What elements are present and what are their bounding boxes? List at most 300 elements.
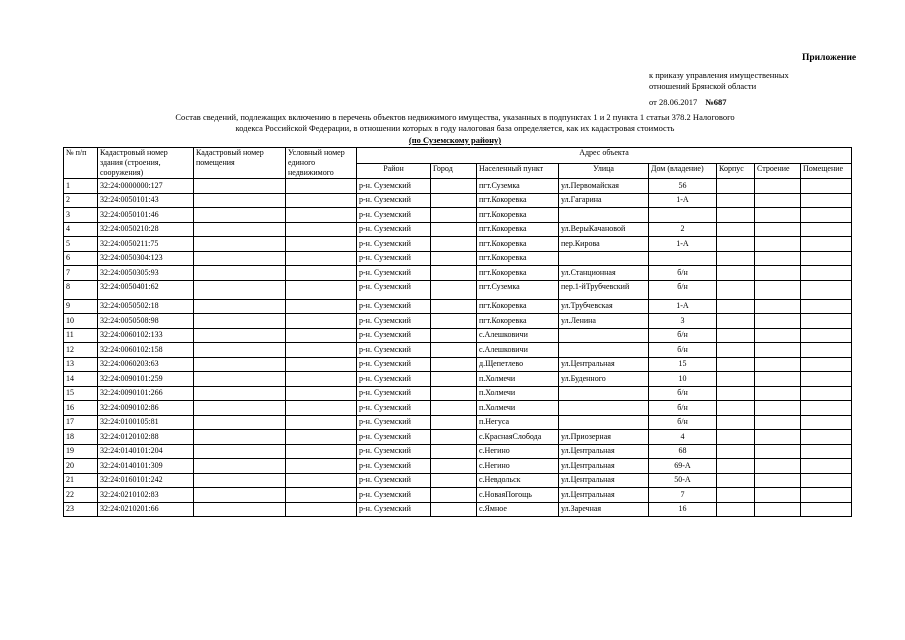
cell-room-cadastral	[194, 193, 286, 208]
cell-building	[755, 343, 801, 358]
table-row	[64, 328, 852, 343]
cell-room	[801, 430, 852, 445]
cell-settlement: с.Алешковичи	[477, 343, 559, 358]
cell-district: р-н. Суземский	[357, 179, 431, 194]
cell-korpus	[717, 251, 755, 266]
col-cadastral-room: Кадастровый номер помещения	[194, 148, 286, 179]
cell-building	[755, 430, 801, 445]
cell-house: 7	[649, 488, 717, 503]
cell-num: 7	[64, 266, 98, 281]
cell-room	[801, 328, 852, 343]
col-room: Помещение	[801, 163, 852, 179]
cell-street: пер.Кирова	[559, 237, 649, 252]
cell-conditional	[286, 251, 357, 266]
cell-city	[431, 459, 477, 474]
cell-conditional	[286, 357, 357, 372]
cell-house	[649, 251, 717, 266]
property-table	[63, 147, 852, 517]
cell-conditional	[286, 314, 357, 329]
heading-line-1: Состав сведений, подлежащих включению в перечень объектов недвижимого имущества, указанных в подпунктах 1 и 2 пункта 1 статьи 378.2 Налогового	[175, 112, 735, 122]
cell-district: р-н. Суземский	[357, 502, 431, 517]
cell-building	[755, 222, 801, 237]
cell-house: б/н	[649, 328, 717, 343]
cell-building	[755, 386, 801, 401]
cell-conditional	[286, 459, 357, 474]
cell-korpus	[717, 386, 755, 401]
cell-street: ул.Центральная	[559, 444, 649, 459]
cell-house: 56	[649, 179, 717, 194]
cell-settlement: пгт.Кокоревка	[477, 193, 559, 208]
cell-settlement: п.Холмечи	[477, 386, 559, 401]
cell-house: 68	[649, 444, 717, 459]
cell-cadastral: 32:24:0090101:259	[98, 372, 194, 387]
cell-building	[755, 179, 801, 194]
table-row	[64, 193, 852, 208]
cell-district: р-н. Суземский	[357, 328, 431, 343]
cell-room-cadastral	[194, 459, 286, 474]
cell-district: р-н. Суземский	[357, 473, 431, 488]
cell-room	[801, 372, 852, 387]
cell-room	[801, 179, 852, 194]
appendix-title: Приложение	[802, 53, 857, 63]
cell-korpus	[717, 193, 755, 208]
cell-street	[559, 386, 649, 401]
cell-district: р-н. Суземский	[357, 266, 431, 281]
cell-building	[755, 357, 801, 372]
cell-conditional	[286, 386, 357, 401]
cell-room	[801, 222, 852, 237]
cell-building	[755, 208, 801, 223]
cell-house: 50-А	[649, 473, 717, 488]
cell-num: 15	[64, 386, 98, 401]
cell-room	[801, 459, 852, 474]
table-row	[64, 415, 852, 430]
cell-district: р-н. Суземский	[357, 237, 431, 252]
cell-district: р-н. Суземский	[357, 251, 431, 266]
cell-korpus	[717, 401, 755, 416]
cell-room-cadastral	[194, 401, 286, 416]
order-number: №687	[705, 97, 727, 107]
cell-district: р-н. Суземский	[357, 415, 431, 430]
table-row	[64, 179, 852, 194]
cell-city	[431, 473, 477, 488]
cell-city	[431, 401, 477, 416]
cell-street: ул.Центральная	[559, 488, 649, 503]
cell-building	[755, 251, 801, 266]
table-row	[64, 502, 852, 517]
cell-room-cadastral	[194, 280, 286, 299]
cell-building	[755, 372, 801, 387]
cell-korpus	[717, 299, 755, 314]
cell-room	[801, 280, 852, 299]
table-row	[64, 251, 852, 266]
cell-settlement: пгт.Суземка	[477, 280, 559, 299]
cell-settlement: пгт.Кокоревка	[477, 208, 559, 223]
cell-city	[431, 314, 477, 329]
cell-conditional	[286, 488, 357, 503]
cell-room-cadastral	[194, 208, 286, 223]
cell-conditional	[286, 193, 357, 208]
cell-cadastral: 32:24:0000000:127	[98, 179, 194, 194]
cell-house: б/н	[649, 343, 717, 358]
cell-district: р-н. Суземский	[357, 372, 431, 387]
cell-conditional	[286, 430, 357, 445]
cell-num: 17	[64, 415, 98, 430]
table-row	[64, 459, 852, 474]
cell-district: р-н. Суземский	[357, 488, 431, 503]
cell-street: ул.ВерыКачановой	[559, 222, 649, 237]
cell-room-cadastral	[194, 314, 286, 329]
cell-street: ул.Центральная	[559, 459, 649, 474]
cell-korpus	[717, 343, 755, 358]
cell-city	[431, 357, 477, 372]
col-address: Адрес объекта	[357, 148, 852, 164]
cell-settlement: п.Холмечи	[477, 372, 559, 387]
cell-room-cadastral	[194, 237, 286, 252]
cell-district: р-н. Суземский	[357, 401, 431, 416]
cell-settlement: д.Щепетлево	[477, 357, 559, 372]
cell-room	[801, 208, 852, 223]
cell-conditional	[286, 237, 357, 252]
col-house: Дом (владение)	[649, 163, 717, 179]
cell-cadastral: 32:24:0100105:81	[98, 415, 194, 430]
cell-num: 9	[64, 299, 98, 314]
cell-cadastral: 32:24:0050101:43	[98, 193, 194, 208]
table-row	[64, 430, 852, 445]
cell-room-cadastral	[194, 386, 286, 401]
cell-building	[755, 280, 801, 299]
cell-room-cadastral	[194, 372, 286, 387]
cell-building	[755, 488, 801, 503]
heading-line-2: кодекса Российской Федерации, в отношении которых в году налоговая база определяется, как их кадастровая стоимость	[235, 123, 675, 133]
cell-street	[559, 415, 649, 430]
cell-korpus	[717, 314, 755, 329]
col-cadastral-building: Кадастровый номер здания (строения, сооружения)	[98, 148, 194, 179]
cell-korpus	[717, 357, 755, 372]
cell-room-cadastral	[194, 251, 286, 266]
cell-city	[431, 222, 477, 237]
cell-cadastral: 32:24:0050508:98	[98, 314, 194, 329]
cell-house: 15	[649, 357, 717, 372]
cell-room	[801, 251, 852, 266]
cell-cadastral: 32:24:0060102:158	[98, 343, 194, 358]
table-row	[64, 222, 852, 237]
cell-cadastral: 32:24:0210201:66	[98, 502, 194, 517]
order-date: от 28.06.2017	[649, 97, 698, 107]
cell-house: 4	[649, 430, 717, 445]
cell-building	[755, 401, 801, 416]
cell-building	[755, 328, 801, 343]
cell-district: р-н. Суземский	[357, 444, 431, 459]
cell-conditional	[286, 444, 357, 459]
table-row	[64, 357, 852, 372]
cell-building	[755, 473, 801, 488]
order-line-2: отношений Брянской области	[649, 81, 757, 91]
table-row	[64, 386, 852, 401]
heading-district: (по Суземскому району)	[408, 135, 502, 145]
cell-city	[431, 266, 477, 281]
cell-building	[755, 459, 801, 474]
cell-street: ул.Гагарина	[559, 193, 649, 208]
cell-street	[559, 251, 649, 266]
cell-city	[431, 208, 477, 223]
cell-conditional	[286, 372, 357, 387]
cell-korpus	[717, 415, 755, 430]
cell-city	[431, 179, 477, 194]
cell-room-cadastral	[194, 222, 286, 237]
table-row	[64, 473, 852, 488]
cell-conditional	[286, 280, 357, 299]
cell-num: 16	[64, 401, 98, 416]
cell-num: 22	[64, 488, 98, 503]
cell-district: р-н. Суземский	[357, 222, 431, 237]
cell-num: 6	[64, 251, 98, 266]
cell-korpus	[717, 222, 755, 237]
cell-room-cadastral	[194, 444, 286, 459]
table-row	[64, 372, 852, 387]
cell-room-cadastral	[194, 415, 286, 430]
col-settlement: Населенный пункт	[477, 163, 559, 179]
cell-settlement: с.КраснаяСлобода	[477, 430, 559, 445]
cell-room-cadastral	[194, 430, 286, 445]
cell-korpus	[717, 502, 755, 517]
cell-cadastral: 32:24:0050502:18	[98, 299, 194, 314]
cell-city	[431, 502, 477, 517]
cell-num: 8	[64, 280, 98, 299]
cell-room-cadastral	[194, 179, 286, 194]
cell-num: 21	[64, 473, 98, 488]
cell-conditional	[286, 415, 357, 430]
cell-num: 4	[64, 222, 98, 237]
cell-district: р-н. Суземский	[357, 357, 431, 372]
cell-house: 69-А	[649, 459, 717, 474]
cell-cadastral: 32:24:0060102:133	[98, 328, 194, 343]
cell-conditional	[286, 343, 357, 358]
cell-conditional	[286, 222, 357, 237]
cell-district: р-н. Суземский	[357, 386, 431, 401]
cell-num: 19	[64, 444, 98, 459]
cell-house: 2	[649, 222, 717, 237]
cell-street	[559, 401, 649, 416]
cell-street: ул.Центральная	[559, 473, 649, 488]
cell-room	[801, 314, 852, 329]
cell-settlement: пгт.Кокоревка	[477, 314, 559, 329]
cell-street	[559, 208, 649, 223]
cell-house: б/н	[649, 280, 717, 299]
cell-cadastral: 32:24:0090102:86	[98, 401, 194, 416]
cell-korpus	[717, 237, 755, 252]
cell-room-cadastral	[194, 266, 286, 281]
cell-korpus	[717, 444, 755, 459]
cell-settlement: пгт.Кокоревка	[477, 237, 559, 252]
table-row	[64, 401, 852, 416]
cell-street: ул.Первомайская	[559, 179, 649, 194]
cell-cadastral: 32:24:0140101:204	[98, 444, 194, 459]
cell-room-cadastral	[194, 502, 286, 517]
cell-house: 16	[649, 502, 717, 517]
cell-city	[431, 415, 477, 430]
cell-district: р-н. Суземский	[357, 208, 431, 223]
table-row	[64, 444, 852, 459]
cell-street: ул.Буденного	[559, 372, 649, 387]
cell-korpus	[717, 328, 755, 343]
cell-num: 3	[64, 208, 98, 223]
cell-street: ул.Приозерная	[559, 430, 649, 445]
cell-korpus	[717, 280, 755, 299]
cell-settlement: с.Негино	[477, 444, 559, 459]
cell-city	[431, 488, 477, 503]
cell-cadastral: 32:24:0140101:309	[98, 459, 194, 474]
cell-korpus	[717, 473, 755, 488]
cell-district: р-н. Суземский	[357, 343, 431, 358]
cell-room	[801, 401, 852, 416]
cell-street: ул.Ленина	[559, 314, 649, 329]
cell-settlement: п.Холмечи	[477, 401, 559, 416]
cell-settlement: с.Негино	[477, 459, 559, 474]
cell-cadastral: 32:24:0050211:75	[98, 237, 194, 252]
cell-room	[801, 357, 852, 372]
cell-settlement: с.НоваяПогощь	[477, 488, 559, 503]
order-line-1: к приказу управления имущественных	[649, 70, 789, 80]
cell-room-cadastral	[194, 488, 286, 503]
cell-settlement: пгт.Кокоревка	[477, 266, 559, 281]
table-row	[64, 314, 852, 329]
table-row	[64, 299, 852, 314]
cell-num: 18	[64, 430, 98, 445]
cell-conditional	[286, 299, 357, 314]
cell-room	[801, 299, 852, 314]
cell-room	[801, 343, 852, 358]
cell-room	[801, 415, 852, 430]
header-row	[64, 148, 852, 164]
cell-building	[755, 193, 801, 208]
cell-building	[755, 299, 801, 314]
cell-cadastral: 32:24:0210102:83	[98, 488, 194, 503]
cell-room	[801, 237, 852, 252]
cell-city	[431, 430, 477, 445]
cell-room	[801, 473, 852, 488]
cell-city	[431, 251, 477, 266]
cell-city	[431, 237, 477, 252]
cell-building	[755, 314, 801, 329]
cell-district: р-н. Суземский	[357, 314, 431, 329]
cell-settlement: пгт.Кокоревка	[477, 251, 559, 266]
col-city: Город	[431, 163, 477, 179]
cell-house: 1-А	[649, 193, 717, 208]
cell-city	[431, 299, 477, 314]
cell-building	[755, 415, 801, 430]
cell-room-cadastral	[194, 357, 286, 372]
cell-street: пер.1-йТрубчевский	[559, 280, 649, 299]
cell-conditional	[286, 401, 357, 416]
col-num: № п/п	[64, 148, 98, 179]
cell-settlement: п.Негуса	[477, 415, 559, 430]
cell-house: 3	[649, 314, 717, 329]
cell-cadastral: 32:24:0120102:88	[98, 430, 194, 445]
cell-city	[431, 280, 477, 299]
cell-city	[431, 343, 477, 358]
cell-settlement: с.Алешковичи	[477, 328, 559, 343]
cell-settlement: с.Невдольск	[477, 473, 559, 488]
cell-num: 13	[64, 357, 98, 372]
cell-conditional	[286, 473, 357, 488]
cell-cadastral: 32:24:0050210:28	[98, 222, 194, 237]
cell-building	[755, 502, 801, 517]
cell-city	[431, 193, 477, 208]
cell-num: 12	[64, 343, 98, 358]
cell-settlement: с.Ямное	[477, 502, 559, 517]
cell-num: 11	[64, 328, 98, 343]
cell-korpus	[717, 372, 755, 387]
cell-num: 5	[64, 237, 98, 252]
cell-num: 10	[64, 314, 98, 329]
cell-district: р-н. Суземский	[357, 299, 431, 314]
cell-num: 1	[64, 179, 98, 194]
cell-cadastral: 32:24:0160101:242	[98, 473, 194, 488]
cell-house: б/н	[649, 266, 717, 281]
cell-cadastral: 32:24:0050101:46	[98, 208, 194, 223]
cell-street	[559, 328, 649, 343]
col-conditional-number: Условный номер единого недвижимого	[286, 148, 357, 179]
cell-room-cadastral	[194, 328, 286, 343]
cell-cadastral: 32:24:0050304:123	[98, 251, 194, 266]
cell-house: б/н	[649, 386, 717, 401]
cell-cadastral: 32:24:0090101:266	[98, 386, 194, 401]
cell-city	[431, 372, 477, 387]
table-row	[64, 280, 852, 299]
cell-building	[755, 266, 801, 281]
cell-num: 20	[64, 459, 98, 474]
cell-num: 2	[64, 193, 98, 208]
cell-city	[431, 444, 477, 459]
table-row	[64, 343, 852, 358]
col-building: Строение	[755, 163, 801, 179]
cell-district: р-н. Суземский	[357, 193, 431, 208]
cell-house: 10	[649, 372, 717, 387]
cell-district: р-н. Суземский	[357, 459, 431, 474]
cell-korpus	[717, 208, 755, 223]
cell-street: ул.Центральная	[559, 357, 649, 372]
col-district: Район	[357, 163, 431, 179]
cell-house: 1-А	[649, 299, 717, 314]
table-row	[64, 266, 852, 281]
cell-room	[801, 193, 852, 208]
cell-conditional	[286, 179, 357, 194]
cell-settlement: пгт.Кокоревка	[477, 299, 559, 314]
cell-korpus	[717, 459, 755, 474]
cell-settlement: пгт.Кокоревка	[477, 222, 559, 237]
cell-street: ул.Заречная	[559, 502, 649, 517]
cell-room	[801, 386, 852, 401]
cell-korpus	[717, 179, 755, 194]
cell-room	[801, 444, 852, 459]
table-row	[64, 488, 852, 503]
cell-building	[755, 237, 801, 252]
cell-conditional	[286, 328, 357, 343]
cell-cadastral: 32:24:0060203:63	[98, 357, 194, 372]
cell-building	[755, 444, 801, 459]
cell-conditional	[286, 266, 357, 281]
cell-street: ул.Станционная	[559, 266, 649, 281]
cell-num: 14	[64, 372, 98, 387]
cell-cadastral: 32:24:0050401:62	[98, 280, 194, 299]
cell-room	[801, 266, 852, 281]
cell-city	[431, 386, 477, 401]
cell-korpus	[717, 266, 755, 281]
cell-district: р-н. Суземский	[357, 280, 431, 299]
cell-cadastral: 32:24:0050305:93	[98, 266, 194, 281]
cell-room	[801, 502, 852, 517]
